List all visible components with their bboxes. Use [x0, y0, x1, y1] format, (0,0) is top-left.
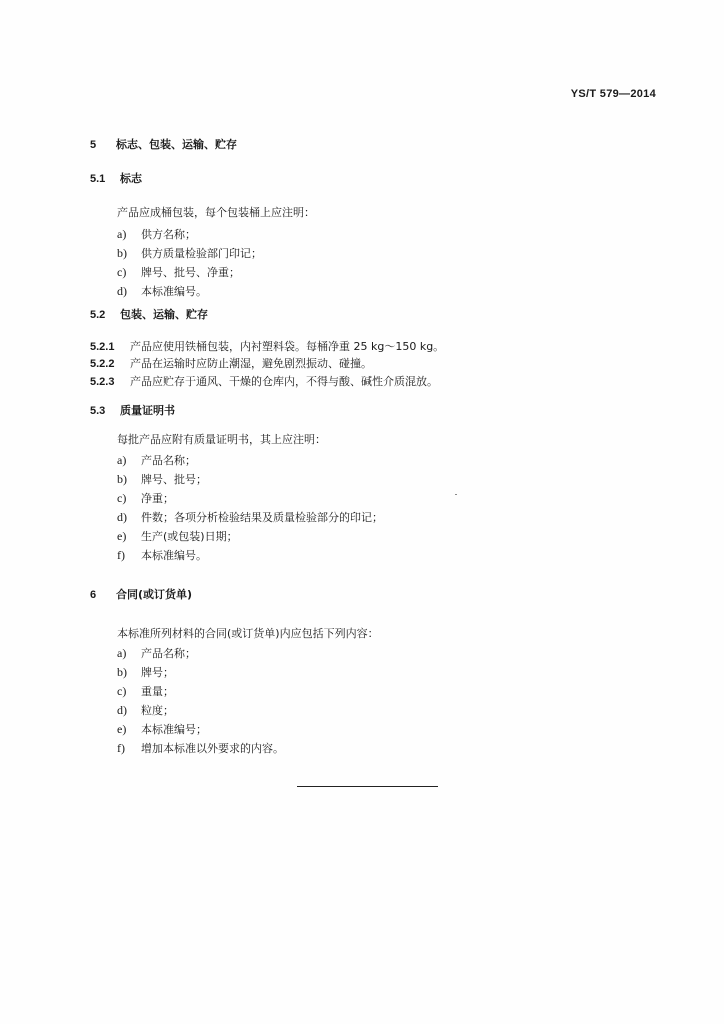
- item-letter: a): [117, 227, 127, 241]
- list-item: [117, 227, 196, 242]
- list-item: [117, 246, 262, 261]
- section-title: 标志、包装、运输、贮存: [116, 138, 237, 151]
- item-letter: e): [117, 722, 127, 736]
- item-text: 净重；: [141, 492, 174, 505]
- list-item: [117, 703, 174, 718]
- standard-code: YS/T 579—2014: [570, 88, 656, 100]
- clause-number: 5.2.2: [90, 358, 115, 370]
- subsection-number: 5.1: [90, 173, 106, 185]
- item-letter: c): [117, 265, 127, 279]
- item-text: 牌号、批号、净重；: [141, 266, 240, 279]
- clause-text: 产品在运输时应防止潮湿，避免剧烈振动、碰撞。: [130, 357, 372, 370]
- section-number: 6: [90, 589, 97, 601]
- clause-number: 5.2.3: [90, 376, 115, 388]
- item-text: 牌号；: [141, 666, 174, 679]
- item-text: 本标准编号；: [141, 723, 207, 736]
- item-text: 产品名称；: [141, 454, 196, 467]
- subsection-heading-5-1: [90, 172, 142, 186]
- list-item: [117, 510, 383, 525]
- section-title: 合同(或订货单): [116, 588, 193, 601]
- item-letter: f): [117, 741, 125, 755]
- clause-text: 产品应贮存于通风、干燥的仓库内，不得与酸、碱性介质混放。: [130, 375, 438, 388]
- list-item: [117, 265, 240, 280]
- item-letter: b): [117, 472, 127, 486]
- list-item: [117, 529, 238, 544]
- subsection-number: 5.3: [90, 405, 106, 417]
- item-text: 产品名称；: [141, 647, 196, 660]
- item-text: 粒度；: [141, 704, 174, 717]
- list-item: [117, 646, 196, 661]
- item-letter: d): [117, 510, 127, 524]
- list-item: [117, 684, 174, 699]
- section-number: 5: [90, 139, 97, 151]
- item-letter: f): [117, 548, 125, 562]
- item-letter: d): [117, 703, 127, 717]
- subsection-number: 5.2: [90, 309, 106, 321]
- list-item: [117, 741, 284, 756]
- item-letter: b): [117, 246, 127, 260]
- end-of-document-rule: [297, 786, 438, 787]
- subsection-title: 包装、运输、贮存: [120, 308, 208, 321]
- item-letter: c): [117, 491, 127, 505]
- item-text: 件数；各项分析检验结果及质量检验部分的印记；: [141, 511, 383, 524]
- clause: [90, 340, 444, 354]
- item-letter: d): [117, 284, 127, 298]
- list-item: [117, 548, 207, 563]
- clause: [90, 357, 372, 371]
- list-item: [117, 665, 174, 680]
- paragraph: 产品应成桶包装，每个包装桶上应注明：: [117, 206, 315, 219]
- section-heading-6: [90, 588, 192, 602]
- list-item: [117, 472, 207, 487]
- subsection-title: 质量证明书: [120, 404, 175, 417]
- item-letter: c): [117, 684, 127, 698]
- subsection-title: 标志: [120, 172, 142, 185]
- subsection-heading-5-3: [90, 404, 175, 418]
- list-item: [117, 722, 207, 737]
- item-letter: a): [117, 453, 127, 467]
- item-letter: a): [117, 646, 127, 660]
- clause: [90, 375, 438, 389]
- item-text: 供方质量检验部门印记；: [141, 247, 262, 260]
- paragraph: 每批产品应附有质量证明书，其上应注明：: [117, 433, 326, 446]
- item-text: 牌号、批号；: [141, 473, 207, 486]
- item-text: 供方名称；: [141, 228, 196, 241]
- item-letter: e): [117, 529, 127, 543]
- item-text: 本标准编号。: [141, 285, 207, 298]
- scan-speck: [455, 494, 457, 495]
- clause-number: 5.2.1: [90, 341, 115, 353]
- item-text: 生产(或包装)日期；: [141, 530, 238, 543]
- clause-text: 产品应使用铁桶包装，内衬塑料袋。每桶净重 25 kg～150 kg。: [130, 340, 445, 353]
- list-item: [117, 453, 196, 468]
- item-text: 重量；: [141, 685, 174, 698]
- section-heading-5: [90, 138, 237, 152]
- item-text: 本标准编号。: [141, 549, 207, 562]
- list-item: [117, 284, 207, 299]
- item-letter: b): [117, 665, 127, 679]
- paragraph: 本标准所列材料的合同(或订货单)内应包括下列内容：: [117, 627, 379, 640]
- list-item: [117, 491, 174, 506]
- item-text: 增加本标准以外要求的内容。: [141, 742, 284, 755]
- subsection-heading-5-2: [90, 308, 208, 322]
